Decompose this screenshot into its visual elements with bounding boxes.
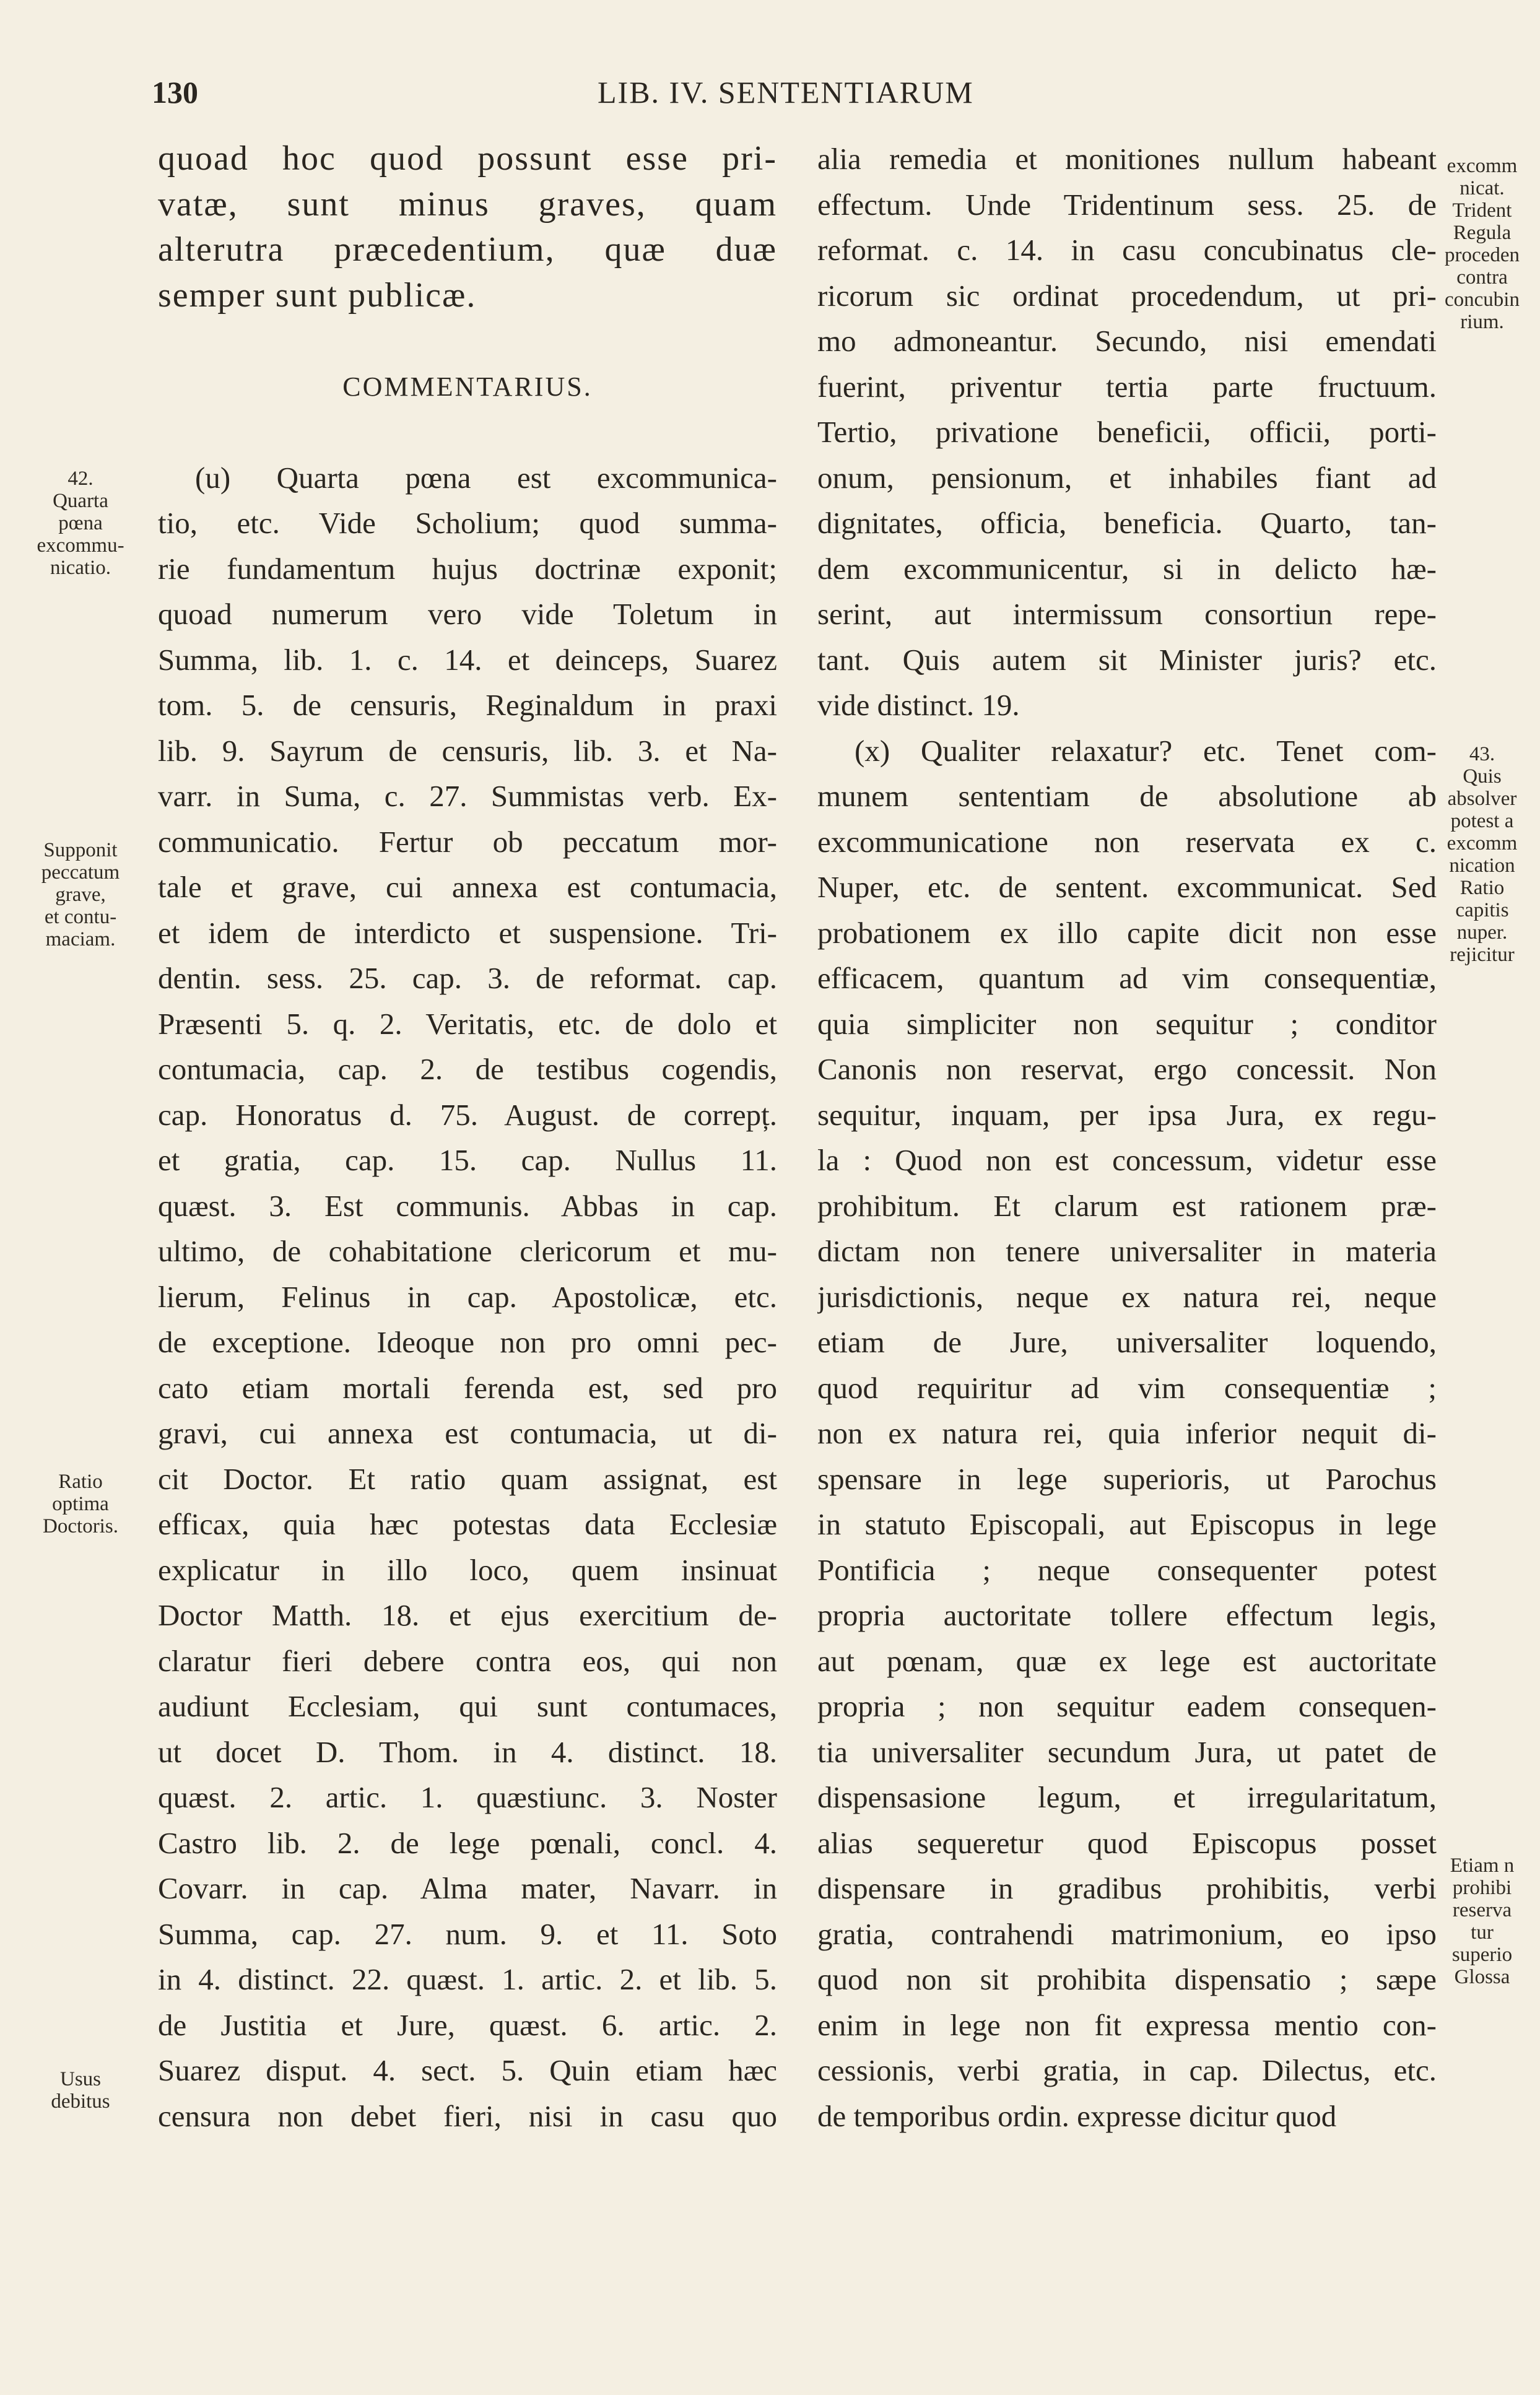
- text-line: mo admoneantur. Secundo, nisi emendati: [817, 324, 1437, 358]
- page-number: 130: [152, 75, 198, 110]
- text-line: etiam de Jure, universaliter loquendo,: [817, 1325, 1437, 1359]
- page-header: [152, 74, 1266, 124]
- text-line: lierum, Felinus in cap. Apostolicæ, etc.: [158, 1279, 777, 1314]
- margin-note-line: Doctoris.: [43, 1515, 118, 1537]
- margin-note-line: rejicitur: [1450, 944, 1515, 966]
- margin-note-line: Ratio: [58, 1471, 103, 1493]
- text-line: Præsenti 5. q. 2. Veritatis, etc. de dolo et: [158, 1006, 777, 1041]
- margin-note-line: nuper.: [1456, 921, 1508, 944]
- text-line: in 4. distinct. 22. quæst. 1. artic. 2. et lib. 5.: [158, 1962, 777, 1996]
- margin-note-line: absolver: [1447, 788, 1517, 810]
- text-line: tant. Quis autem sit Minister juris? etc.: [817, 642, 1437, 677]
- margin-note: [1424, 1854, 1540, 1988]
- text-line: dignitates, officia, beneficia. Quarto, tan-: [817, 506, 1437, 540]
- margin-note: [12, 839, 149, 950]
- text-line: la : Quod non est concessum, videtur esse: [817, 1143, 1437, 1177]
- text-line: alterutra præcedentium, quæ duæ: [158, 230, 777, 269]
- margin-note-line: contra: [1456, 266, 1508, 289]
- margin-note-line: debitus: [51, 2090, 110, 2113]
- text-line: de temporibus ordin. expresse dicitur quod: [817, 2098, 1337, 2133]
- text-line: de exceptione. Ideoque non pro omni pec-: [158, 1325, 777, 1359]
- text-line: in statuto Episcopali, aut Episcopus in lege: [817, 1507, 1437, 1541]
- text-line: effectum. Unde Tridentinum sess. 25. de: [817, 187, 1437, 222]
- text-line: non ex natura rei, quia inferior nequit di-: [817, 1416, 1437, 1450]
- margin-note-line: Usus: [59, 2068, 102, 2090]
- text-line: sequitur, inquam, per ipsa Jura, ex regu-: [817, 1097, 1437, 1132]
- text-line: et idem de interdicto et suspensione. Tri-: [158, 915, 777, 950]
- text-line: Summa, lib. 1. c. 14. et deinceps, Suarez: [158, 642, 777, 677]
- text-line: [158, 318, 777, 364]
- text-line: Summa, cap. 27. num. 9. et 11. Soto: [158, 1916, 777, 1951]
- text-line: explicatur in illo loco, quem insinuat: [158, 1552, 777, 1587]
- text-line: de Justitia et Jure, quæst. 6. artic. 2.: [158, 2007, 777, 2042]
- text-line: onum, pensionum, et inhabiles fiant ad: [817, 460, 1437, 495]
- margin-note-line: reserva: [1452, 1899, 1512, 1921]
- text-line: munem sententiam de absolutione ab: [817, 779, 1437, 813]
- margin-note-line: excommu-: [37, 534, 124, 557]
- text-line: quæst. 2. artic. 1. quæstiunc. 3. Noster: [158, 1780, 777, 1814]
- text-line: ricorum sic ordinat procedendum, ut pri-: [817, 278, 1437, 313]
- text-line: efficax, quia hæc potestas data Ecclesiæ: [158, 1507, 777, 1541]
- text-line: semper sunt publicæ.: [158, 276, 477, 315]
- text-line: communicatio. Fertur ob peccatum mor-: [158, 824, 777, 859]
- text-line: fuerint, priventur tertia parte fructuum.: [817, 369, 1437, 404]
- text-line: tia universaliter secundum Jura, ut patet de: [817, 1734, 1437, 1769]
- text-line: cessionis, verbi gratia, in cap. Dilectus, etc.: [817, 2053, 1437, 2087]
- text-line: gravi, cui annexa est contumacia, ut di-: [158, 1416, 777, 1450]
- text-line: COMMENTARIUS.: [342, 371, 593, 402]
- text-line: prohibitum. Et clarum est rationem præ-: [817, 1188, 1437, 1223]
- text-line: Nuper, etc. de sentent. excommunicat. Sed: [817, 870, 1437, 904]
- margin-note-line: Quis: [1463, 765, 1502, 788]
- margin-note-line: grave,: [55, 884, 106, 906]
- text-line: et gratia, cap. 15. cap. Nullus 11.: [158, 1143, 777, 1177]
- text-line: alia remedia et monitiones nullum habeant: [817, 142, 1437, 176]
- text-line: quoad hoc quod possunt esse pri-: [158, 139, 777, 178]
- margin-note-line: Trident: [1452, 199, 1512, 222]
- text-line: varr. in Suma, c. 27. Summistas verb. Ex-: [158, 779, 777, 813]
- text-line: Castro lib. 2. de lege pœnali, concl. 4.: [158, 1825, 777, 1860]
- margin-note: [1424, 743, 1540, 966]
- text-line: vatæ, sunt minus graves, quam: [158, 185, 777, 224]
- text-line: quod requiritur ad vim consequentiæ ;: [817, 1370, 1437, 1405]
- text-line: Pontificia ; neque consequenter potest: [817, 1552, 1437, 1587]
- margin-note-line: Glossa: [1454, 1966, 1510, 1988]
- text-line: ultimo, de cohabitatione clericorum et mu-: [158, 1234, 777, 1268]
- text-line: enim in lege non fit expressa mentio con-: [817, 2007, 1437, 2042]
- text-line: quæst. 3. Est communis. Abbas in cap.: [158, 1188, 777, 1223]
- text-line: (u) Quarta pœna est excommunica-: [195, 460, 777, 495]
- text-line: cap. Honoratus d. 75. August. de correpț.: [158, 1097, 777, 1132]
- text-line: Covarr. in cap. Alma mater, Navarr. in: [158, 1871, 777, 1905]
- text-line: propria auctoritate tollere effectum legis,: [817, 1598, 1437, 1632]
- margin-note-line: excomm: [1446, 832, 1518, 854]
- text-line: [158, 409, 777, 455]
- text-line: quod non sit prohibita dispensatio ; sæpe: [817, 1962, 1437, 1996]
- text-line: dispensasione legum, et irregularitatum,: [817, 1780, 1437, 1814]
- margin-note-line: concubin: [1445, 289, 1520, 311]
- margin-note-line: potest a: [1450, 810, 1514, 832]
- text-line: dentin. sess. 25. cap. 3. de reformat. cap.: [158, 961, 777, 995]
- left-text-column: [158, 136, 777, 2139]
- margin-note-line: 43.: [1469, 743, 1495, 765]
- text-line: Doctor Matth. 18. et ejus exercitium de-: [158, 1598, 777, 1632]
- margin-note-line: proceden: [1445, 244, 1520, 266]
- text-line: aut pœnam, quæ ex lege est auctoritate: [817, 1643, 1437, 1678]
- margin-note-line: Quarta: [53, 490, 108, 512]
- text-line: reformat. c. 14. in casu concubinatus cle-: [817, 233, 1437, 267]
- text-line: Suarez disput. 4. sect. 5. Quin etiam hæc: [158, 2053, 777, 2087]
- margin-note: [1424, 155, 1540, 333]
- margin-note-line: et contu-: [44, 906, 117, 928]
- text-line: probationem ex illo capite dicit non esse: [817, 915, 1437, 950]
- margin-note-line: nicat.: [1460, 177, 1505, 199]
- text-line: excommunicatione non reservata ex c.: [817, 824, 1437, 859]
- margin-note: [12, 2068, 149, 2113]
- margin-note-line: excomm: [1446, 155, 1518, 177]
- text-line: quia simpliciter non sequitur ; conditor: [817, 1006, 1437, 1041]
- text-line: tio, etc. Vide Scholium; quod summa-: [158, 506, 777, 540]
- margin-note-line: capitis: [1455, 899, 1509, 921]
- text-line: serint, aut intermissum consortiun repe-: [817, 597, 1437, 631]
- text-line: dem excommunicentur, si in delicto hæ-: [817, 551, 1437, 586]
- text-line: dispensare in gradibus prohibitis, verbi: [817, 1871, 1437, 1905]
- text-line: ut docet D. Thom. in 4. distinct. 18.: [158, 1734, 777, 1769]
- text-line: tale et grave, cui annexa est contumacia,: [158, 870, 777, 904]
- margin-note-line: Regula: [1453, 222, 1512, 244]
- text-line: quoad numerum vero vide Toletum in: [158, 597, 777, 631]
- running-title: LIB. IV. SENTENTIARUM: [598, 75, 974, 110]
- text-line: lib. 9. Sayrum de censuris, lib. 3. et Na-: [158, 733, 777, 768]
- margin-note-line: pœna: [58, 512, 103, 534]
- text-line: claratur fieri debere contra eos, qui non: [158, 1643, 777, 1678]
- text-line: Tertio, privatione beneficii, officii, porti-: [817, 415, 1437, 449]
- text-line: efficacem, quantum ad vim consequentiæ,: [817, 961, 1437, 995]
- text-line: (x) Qualiter relaxatur? etc. Tenet com-: [855, 733, 1437, 768]
- margin-note-line: nicatio.: [50, 557, 111, 579]
- margin-note-line: prohibi: [1452, 1877, 1512, 1899]
- margin-note-line: tur: [1471, 1921, 1494, 1944]
- text-line: cato etiam mortali ferenda est, sed pro: [158, 1370, 777, 1405]
- text-line: cit Doctor. Et ratio quam assignat, est: [158, 1461, 777, 1496]
- margin-note-line: Ratio: [1460, 877, 1505, 899]
- margin-note-line: optima: [52, 1493, 109, 1515]
- margin-note-line: maciam.: [45, 928, 116, 950]
- margin-note: [12, 467, 149, 579]
- text-line: alias sequeretur quod Episcopus posset: [817, 1825, 1437, 1860]
- text-line: Canonis non reservat, ergo concessit. Non: [817, 1052, 1437, 1086]
- text-line: gratia, contrahendi matrimonium, eo ipso: [817, 1916, 1437, 1951]
- text-line: vide distinct. 19.: [817, 688, 1020, 722]
- margin-note-line: rium.: [1460, 311, 1504, 333]
- text-line: contumacia, cap. 2. de testibus cogendis,: [158, 1052, 777, 1086]
- text-line: tom. 5. de censuris, Reginaldum in praxi: [158, 688, 777, 722]
- text-line: spensare in lege superioris, ut Parochus: [817, 1461, 1437, 1496]
- margin-note: [12, 1471, 149, 1537]
- right-text-column: [817, 136, 1437, 2139]
- margin-note-line: superio: [1451, 1944, 1513, 1966]
- text-line: jurisdictionis, neque ex natura rei, neque: [817, 1279, 1437, 1314]
- text-line: censura non debet fieri, nisi in casu quo: [158, 2098, 777, 2133]
- margin-note-line: 42.: [67, 467, 94, 490]
- margin-note-line: nication: [1449, 854, 1515, 877]
- margin-note-line: Etiam n: [1450, 1854, 1515, 1877]
- text-line: propria ; non sequitur eadem consequen-: [817, 1689, 1437, 1723]
- margin-note-line: peccatum: [41, 861, 120, 884]
- text-line: rie fundamentum hujus doctrinæ exponit;: [158, 551, 777, 586]
- text-line: audiunt Ecclesiam, qui sunt contumaces,: [158, 1689, 777, 1723]
- margin-note-line: Supponit: [43, 839, 118, 861]
- text-line: dictam non tenere universaliter in materia: [817, 1234, 1437, 1268]
